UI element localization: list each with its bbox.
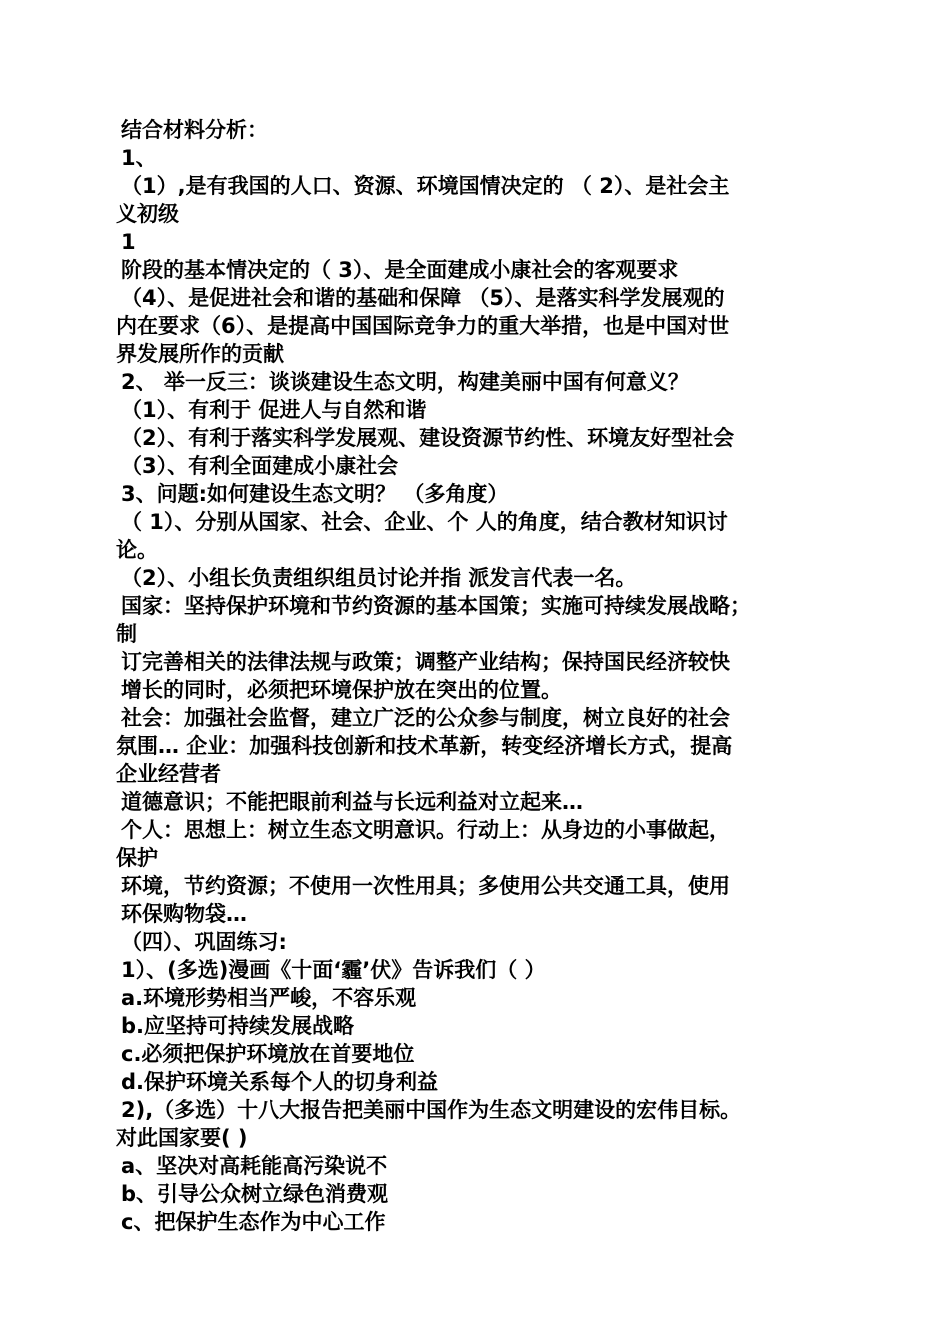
text-line: 社会：加强社会监督，建立广泛的公众参与制度，树立良好的社会 [121,706,730,730]
question-heading: 1）、(多选)漫画《十面‘霾’伏》告诉我们（ ） [121,958,546,982]
list-item: （1）、有利于 促进人与自然和谐 [121,398,427,422]
text-line: 个人：思想上：树立生态文明意识。行动上：从身边的小事做起， [121,818,730,842]
text-line: 企业经营者 [116,762,221,786]
text-line: 订完善相关的法律法规与政策；调整产业结构；保持国民经济较快 [121,650,730,674]
section-heading: 结合材料分析： [121,118,268,142]
answer-option: c、把保护生态作为中心工作 [121,1210,386,1234]
answer-option: a.环境形势相当严峻，不容乐观 [121,986,417,1010]
question-number: 1、 [121,146,157,170]
answer-option: b、引导公众树立绿色消费观 [121,1182,389,1206]
list-item: （2）、有利于落实科学发展观、建设资源节约性、环境友好型社会 [121,426,735,450]
answer-option: c.必须把保护环境放在首要地位 [121,1042,415,1066]
text-line: 对此国家要( ) [116,1126,248,1150]
section-heading: （四）、巩固练习: [121,930,287,954]
text-line: 氛围… 企业：加强科技创新和技术革新，转变经济增长方式，提高 [116,734,733,758]
text-line: （1）,是有我国的人口、资源、环境国情决定的 （ 2）、是社会主 [121,174,730,198]
text-line: 环保购物袋… [121,902,247,926]
answer-option: b.应坚持可持续发展战略 [121,1014,355,1038]
text-line: 界发展所作的贡献 [116,342,284,366]
answer-option: d.保护环境关系每个人的切身利益 [121,1070,439,1094]
text-line: 保护 [116,846,158,870]
text-line: 环境，节约资源；不使用一次性用具；多使用公共交通工具，使用 [121,874,730,898]
text-line: 内在要求（6）、是提高中国国际竞争力的重大举措，也是中国对世 [116,314,730,338]
question-heading: 3、问题:如何建设生态文明？ （多角度） [121,482,509,506]
text-line: 论。 [116,538,158,562]
question-heading: 2、 举一反三：谈谈建设生态文明，构建美丽中国有何意义？ [121,370,689,394]
answer-option: a、坚决对高耗能高污染说不 [121,1154,388,1178]
question-heading: 2),（多选）十八大报告把美丽中国作为生态文明建设的宏伟目标。 [121,1098,742,1122]
text-line: 增长的同时，必须把环境保护放在突出的位置。 [121,678,562,702]
page-marker: 1 [121,230,136,254]
text-line: 制 [116,622,137,646]
text-line: （4）、是促进社会和谐的基础和保障 （5）、是落实科学发展观的 [121,286,725,310]
text-line: 国家：坚持保护环境和节约资源的基本国策；实施可持续发展战略； [121,594,751,618]
list-item: （2）、小组长负责组织组员讨论并指 派发言代表一名。 [121,566,637,590]
text-line: 义初级 [116,202,179,226]
list-item: （ 1）、分别从国家、社会、企业、个 人的角度，结合教材知识讨 [121,510,728,534]
text-line: 阶段的基本情决定的（ 3）、是全面建成小康社会的客观要求 [121,258,679,282]
text-line: 道德意识；不能把眼前利益与长远利益对立起来… [121,790,583,814]
list-item: （3）、有利全面建成小康社会 [121,454,399,478]
